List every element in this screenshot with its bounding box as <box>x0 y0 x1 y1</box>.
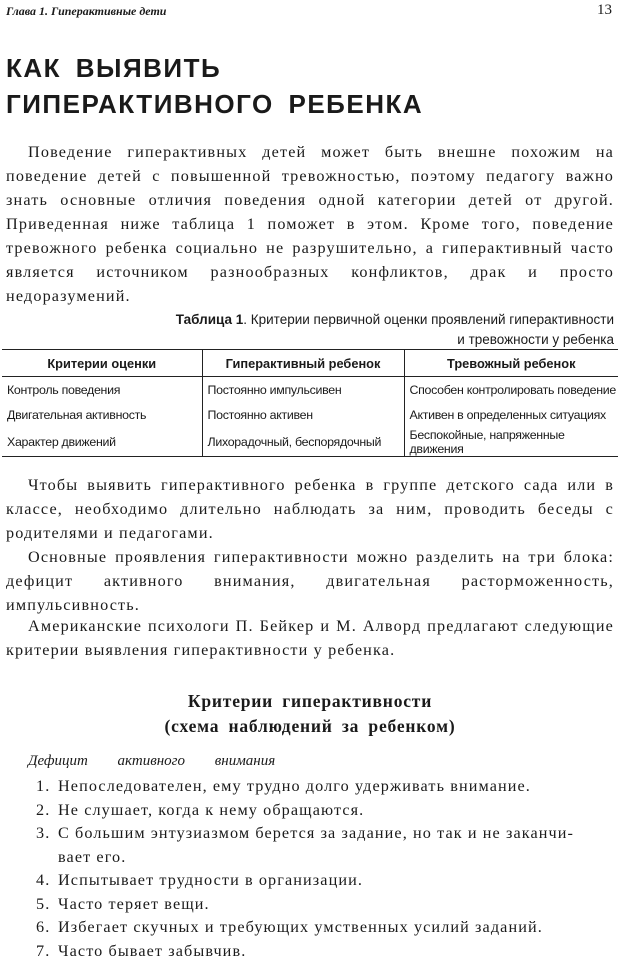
list-item-text: Часто теряет вещи. <box>58 895 210 913</box>
body-paragraph-2: Основные проявления гиперактивности можно разделить на три блока: дефицит активного внимания, двигательная расторможенность, импульсивность. <box>6 545 614 617</box>
criteria-title <box>0 689 620 739</box>
list-item-continuation: вает его. <box>36 846 614 870</box>
table-cell: Характер движений <box>2 428 202 457</box>
running-head: Глава 1. Гиперактивные дети <box>6 4 166 19</box>
table-cell: Активен в определенных ситуациях <box>404 403 618 429</box>
intro-paragraph: Поведение гиперактивных детей может быть внешне похожим на поведение детей с повышенной тревожностью, поэтому педагогу важно знать основные отличия поведения одной категории детей от другой. Приведенная ниже таблица 1 поможет в этом. Кроме того, поведение тревожного ребенка социально не разрушительно, а гиперактивный часто является источником разнообразных конфликтов, драк и просто недоразумений. <box>6 140 614 308</box>
list-item-text: С большим энтузиазмом берется за задание, но так и не заканчи- <box>58 824 574 842</box>
table-caption-line-1: . Критерии первичной оценки проявлений гиперактивности <box>243 312 614 327</box>
table-cell: Способен контролировать поведение <box>404 377 618 403</box>
list-item <box>36 822 614 869</box>
list-item-text: Непоследователен, ему трудно долго удерживать внимание. <box>58 777 531 795</box>
list-item-number: 1. <box>36 775 58 799</box>
table-caption <box>54 310 614 350</box>
list-item-number: 3. <box>36 822 58 846</box>
list-item-text: Избегает скучных и требующих умственных усилий заданий. <box>58 918 543 936</box>
table-row <box>2 428 618 457</box>
table-header-row <box>2 350 618 377</box>
criteria-title-line-2: (схема наблюдений за ребенком) <box>0 714 620 739</box>
list-item-text: Не слушает, когда к нему обращаются. <box>58 801 364 819</box>
list-item <box>36 869 614 893</box>
list-item-text: Часто бывает забывчив. <box>58 942 246 960</box>
list-item <box>36 893 614 917</box>
table-row <box>2 377 618 403</box>
table-header-cell: Критерии оценки <box>2 350 202 377</box>
list-item <box>36 775 614 799</box>
table-cell: Постоянно активен <box>202 403 404 429</box>
body-paragraph-3: Американские психологи П. Бейкер и М. Алворд предлагают следующие критерии выявления гиперактивности у ребенка. <box>6 614 614 662</box>
table-caption-line-2: и тревожности у ребенка <box>457 332 614 347</box>
table-header-cell: Гиперактивный ребенок <box>202 350 404 377</box>
table-header-cell: Тревожный ребенок <box>404 350 618 377</box>
list-item <box>36 916 614 940</box>
page-number: 13 <box>597 2 612 19</box>
table-cell: Контроль поведения <box>2 377 202 403</box>
section-title-line-2: ГИПЕРАКТИВНОГО РЕБЕНКА <box>6 86 606 122</box>
list-item <box>36 940 614 963</box>
section-title <box>6 50 606 122</box>
list-item <box>36 799 614 823</box>
table-caption-label: Таблица 1 <box>176 312 244 327</box>
criteria-title-line-1: Критерии гиперактивности <box>0 689 620 714</box>
table-cell: Постоянно импульсивен <box>202 377 404 403</box>
list-item-number: 6. <box>36 916 58 940</box>
list-item-number: 2. <box>36 799 58 823</box>
section-title-line-1: КАК ВЫЯВИТЬ <box>6 50 606 86</box>
table-cell: Лихорадочный, беспорядочный <box>202 428 404 457</box>
list-item-text: Испытывает трудности в организации. <box>58 871 363 889</box>
list-item-number: 4. <box>36 869 58 893</box>
table-cell: Двигательная активность <box>2 403 202 429</box>
table-row <box>2 403 618 429</box>
criteria-table <box>2 349 618 457</box>
table-cell: Беспокойные, напряженные движения <box>404 428 618 457</box>
list-item-number: 5. <box>36 893 58 917</box>
criteria-subheading: Дефицит активного внимания <box>28 753 275 770</box>
body-paragraph-1: Чтобы выявить гиперактивного ребенка в группе детского сада или в классе, необходимо длительно наблюдать за ним, проводить беседы с родителями и педагогами. <box>6 473 614 545</box>
criteria-list <box>36 775 614 963</box>
list-item-number: 7. <box>36 940 58 963</box>
